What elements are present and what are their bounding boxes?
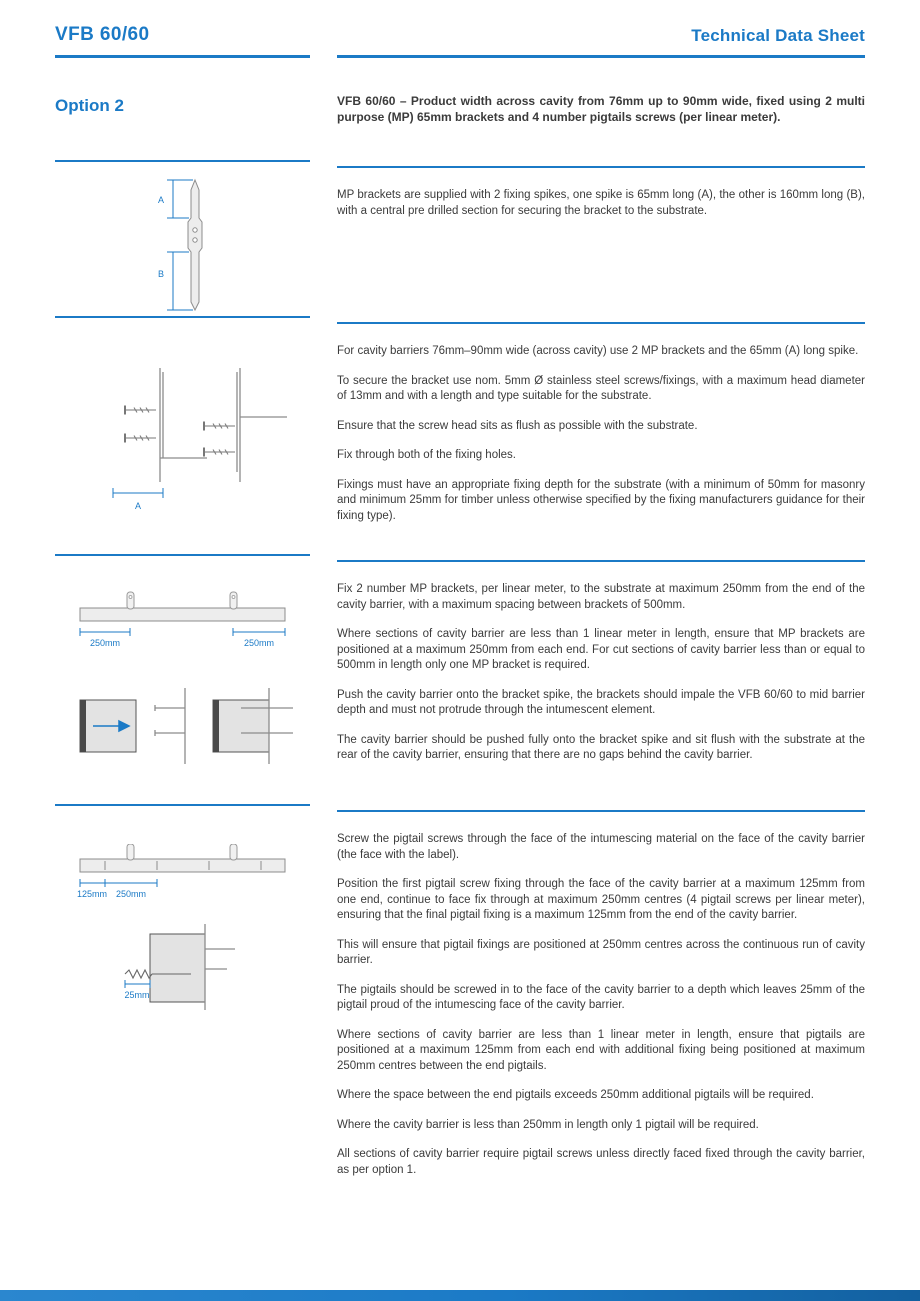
dimension-125: [80, 879, 105, 887]
bracket-tab: [127, 844, 237, 860]
paragraph: Where sections of cavity barrier are less than 1 linear meter in length, ensure that MP brackets are positioned at a maximum 250mm from each end. For cut sections of cavity barrier less than or equal to 500mm in length only one MP bracket is required.: [337, 628, 865, 671]
barrier-face: [80, 700, 86, 752]
section-pigtail-fixing: [55, 804, 865, 1204]
bracket-spacing-diagram: [55, 588, 310, 783]
dimension-a: [113, 488, 163, 498]
dimension-250: [105, 879, 157, 887]
bracket-shape: [188, 180, 202, 310]
screw-icon: [204, 422, 235, 431]
intro-row: [55, 88, 865, 160]
bracket-profile: [155, 688, 185, 764]
doc-subtitle: Technical Data Sheet: [691, 26, 865, 45]
section-divider: [55, 160, 310, 162]
paragraph: To secure the bracket use nom. 5mm Ø stainless steel screws/fixings, with a maximum head diameter of 13mm and with a length and type suitable for the substrate.: [337, 374, 865, 402]
header-left: [55, 24, 310, 58]
paragraph: Fix 2 number MP brackets, per linear meter, to the substrate at maximum 250mm from the end of the cavity barrier, with a maximum spacing between brackets of 500mm.: [337, 583, 865, 611]
header-right: [337, 26, 865, 58]
barrier-face: [213, 700, 219, 752]
screw-icon: [125, 406, 156, 415]
bracket-hole: [193, 238, 197, 242]
paragraph: Where sections of cavity barrier are less than 1 linear meter in length, ensure that pigtails are positioned at a maximum 125mm from each end with additional fixing being positioned at maximum 250mm centres between the end pigtails.: [337, 1028, 865, 1072]
paragraph: Position the first pigtail screw fixing through the face of the cavity barrier at a maximum 125mm from one end, continue to face fix through at maximum 250mm centres (4 pigtail screws per linear meter), ensuring that the final pigtail fixing is a maximum 125mm from the end of the cavity barrier.: [337, 878, 865, 921]
dimension-label-b: B: [158, 269, 165, 279]
dimension-label-25: 25mm: [124, 990, 150, 1000]
section-divider: [55, 804, 310, 806]
paragraph: MP brackets are supplied with 2 fixing spikes, one spike is 65mm long (A), the other is 160mm long (B), with a central pre drilled section for securing the bracket to the substrate.: [337, 189, 865, 217]
paragraph: Screw the pigtail screws through the face of the intumescing material on the face of the cavity barrier (the face with the label).: [337, 833, 865, 861]
tab-hole: [232, 596, 235, 599]
section-divider: [55, 316, 310, 318]
paragraph: Ensure that the screw head sits as flush as possible with the substrate.: [337, 419, 698, 432]
bracket-hole: [193, 228, 197, 232]
paragraph: Fix through both of the fixing holes.: [337, 449, 516, 461]
option-title: Option 2: [55, 96, 124, 115]
paragraph: For cavity barriers 76mm–90mm wide (across cavity) use 2 MP brackets and the 65mm (A) long spike.: [337, 345, 859, 357]
substrate-and-spike: [205, 924, 235, 1010]
paragraph: Fixings must have an appropriate fixing depth for the substrate (with a minimum of 50mm for masonry and minimum 25mm for timber unless otherwise specified by the fixing manufacturers guidance for their fixing type).: [337, 478, 865, 522]
dimension-250-right: [233, 628, 285, 636]
dimension-250-left: [80, 628, 130, 636]
screw-icon: [125, 434, 156, 443]
dimension-label-a: A: [158, 195, 165, 205]
footer-accent-bar: [0, 1290, 920, 1301]
dimension-label-250-left: 250mm: [89, 638, 121, 648]
paragraph: Where the space between the end pigtails exceeds 250mm additional pigtails will be required.: [337, 1089, 814, 1101]
section-bracket-spacing: [55, 554, 865, 804]
section-bracket-overview: [55, 160, 865, 316]
dimension-a: [167, 180, 193, 218]
right-bracket-profile: [237, 368, 287, 482]
cavity-barrier-rail: [80, 608, 285, 621]
header: [55, 24, 865, 58]
barrier-block: [150, 934, 205, 1002]
dimension-b: [167, 252, 193, 310]
pigtail-spacing-diagram: [55, 844, 310, 1019]
paragraph: All sections of cavity barrier require pigtail screws unless directly faced fixed through the cavity barrier, as per option 1.: [337, 1148, 865, 1176]
tab-hole: [129, 596, 132, 599]
doc-title: VFB 60/60: [55, 24, 150, 45]
paragraph: Push the cavity barrier onto the bracket spike, the brackets should impale the VFB 60/60 to mid barrier depth and must not protrude through the intumescent element.: [337, 688, 865, 716]
intro-paragraph: VFB 60/60 – Product width across cavity from 76mm up to 90mm wide, fixed using 2 multi purpose (MP) 65mm brackets and 4 number pigtails screws (per linear meter).: [337, 94, 865, 124]
paragraph: The pigtails should be screwed in to the face of the cavity barrier to a depth which leaves 25mm of the pigtail proud of the intumescing face of the cavity barrier.: [337, 983, 865, 1011]
section-bracket-fixing: [55, 316, 865, 554]
cavity-barrier-rail: [80, 859, 285, 872]
paragraph: The cavity barrier should be pushed fully onto the bracket spike and sit flush with the substrate at the rear of the cavity barrier, ensuring that there are no gaps behind the cavity barrier.: [337, 733, 865, 761]
paragraph: This will ensure that pigtail fixings are positioned at 250mm centres across the continuous run of cavity barrier.: [337, 938, 865, 966]
header-rule-right: [337, 55, 865, 58]
dimension-label-250: 250mm: [115, 889, 147, 899]
bracket-tab: [127, 592, 237, 609]
mp-bracket-two-spikes-diagram: [55, 174, 310, 314]
dimension-label-125: 125mm: [76, 889, 108, 899]
left-bracket-profile: [160, 368, 207, 482]
bracket-screw-fixing-diagram: [55, 362, 310, 512]
paragraph: Where the cavity barrier is less than 250mm in length only 1 pigtail will be required.: [337, 1118, 759, 1131]
dimension-label-a: A: [135, 501, 142, 511]
section-divider: [55, 554, 310, 556]
dimension-label-250-right: 250mm: [243, 638, 275, 648]
header-rule-left: [55, 55, 310, 58]
screw-icon: [204, 448, 235, 457]
dimension-25: [125, 980, 150, 988]
